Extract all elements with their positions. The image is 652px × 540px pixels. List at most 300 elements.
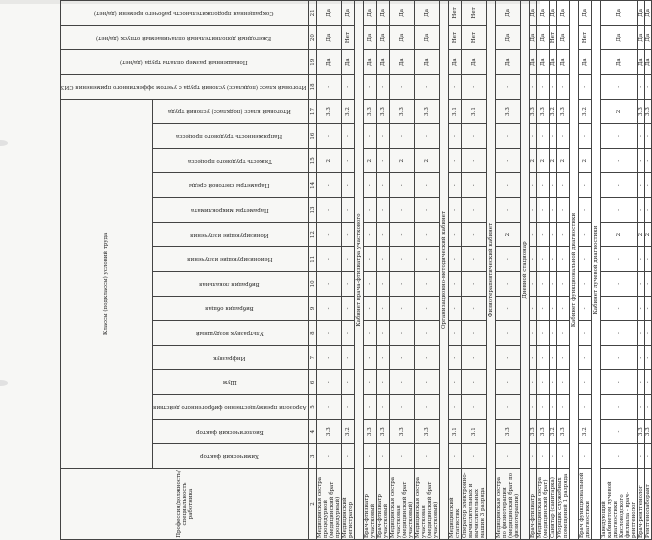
table-cell: - [530, 198, 537, 223]
table-cell: - [645, 75, 652, 100]
table-row [496, 1, 521, 540]
table-cell: Нет [449, 1, 462, 26]
table-cell: 2 [645, 222, 652, 247]
table-row [638, 1, 645, 540]
table-cell: 2 [557, 148, 570, 173]
table-cell: - [530, 272, 537, 297]
table-cell: 3.3 [415, 99, 440, 124]
table-cell: 2 [415, 148, 440, 173]
header-factor: Напряженность трудового процесса [152, 124, 309, 149]
table-cell: - [601, 395, 638, 420]
table-cell: Да [342, 50, 355, 75]
table-cell: - [579, 321, 592, 346]
table-cell: - [530, 173, 537, 198]
table-cell: Да [377, 50, 390, 75]
table-cell: - [530, 124, 537, 149]
table-cell: Да [364, 1, 377, 26]
table-cell: - [449, 148, 462, 173]
table-cell: - [638, 198, 645, 223]
table-cell: - [537, 370, 550, 395]
table-cell: - [601, 296, 638, 321]
table-cell: - [317, 370, 342, 395]
section-title: Кабинет врача-фтизиатра участкового [355, 1, 364, 540]
profession-name: Врач функциональной диагностики [579, 469, 592, 540]
table-cell: - [537, 395, 550, 420]
table-cell: - [377, 173, 390, 198]
table-row [342, 1, 355, 540]
table-cell: Да [390, 25, 415, 50]
table-cell: - [449, 124, 462, 149]
table-cell: - [317, 173, 342, 198]
header-factor: Сокращенная продолжительность рабочего времени (да/нет) [61, 1, 309, 26]
table-cell: - [342, 370, 355, 395]
table-cell: Нет [462, 1, 487, 26]
table-cell: Да [449, 50, 462, 75]
table-cell: 3.3 [645, 419, 652, 444]
profession-name: Медицинская сестра процедурной (медицинский брат процедурный) [317, 469, 342, 540]
table-cell: Да [638, 50, 645, 75]
table-cell: - [537, 173, 550, 198]
table-cell: - [579, 345, 592, 370]
table-cell: 2 [317, 148, 342, 173]
table-cell: - [390, 124, 415, 149]
table-cell: Да [601, 50, 638, 75]
table-cell: - [537, 222, 550, 247]
section-row [355, 1, 364, 540]
table-cell: 3.3 [496, 99, 521, 124]
column-number: 4 [309, 419, 317, 444]
table-cell: 3.3 [496, 419, 521, 444]
section-row [487, 1, 496, 540]
header-factor: Неионизирующие излучения [152, 247, 309, 272]
table-cell: - [317, 345, 342, 370]
table-cell: - [415, 75, 440, 100]
profession-name: Рентгенолаборант [645, 469, 652, 540]
table-cell: - [579, 296, 592, 321]
header-factor: Параметры световой среды [152, 173, 309, 198]
table-cell: Да [601, 25, 638, 50]
table-cell: - [645, 296, 652, 321]
table-cell: - [462, 124, 487, 149]
table-cell: - [496, 370, 521, 395]
table-cell: - [557, 173, 570, 198]
table-cell: 3.3 [390, 99, 415, 124]
header-factor: Биологический фактор [152, 419, 309, 444]
table-cell: - [530, 395, 537, 420]
table-cell: - [601, 321, 638, 346]
table-cell: - [449, 370, 462, 395]
table-cell: - [579, 124, 592, 149]
table-cell: - [537, 247, 550, 272]
table-cell: Да [638, 1, 645, 26]
table-cell: - [645, 345, 652, 370]
header-factor: Ежегодный дополнительный оплачиваемый отпуск (да/нет) [61, 25, 309, 50]
table-cell: 2 [601, 222, 638, 247]
table-cell: - [449, 444, 462, 469]
table-cell: 3.2 [550, 99, 557, 124]
table-cell: - [601, 419, 638, 444]
table-cell: - [557, 198, 570, 223]
table-cell: - [377, 148, 390, 173]
header-factor: Тяжесть трудового процесса [152, 148, 309, 173]
table-cell: - [601, 198, 638, 223]
table-cell: - [530, 247, 537, 272]
table-cell: 3.1 [462, 419, 487, 444]
table-cell: - [462, 321, 487, 346]
table-cell: - [638, 124, 645, 149]
table-cell: - [415, 173, 440, 198]
table-cell: - [496, 75, 521, 100]
table-cell: - [645, 148, 652, 173]
column-number: 20 [309, 25, 317, 50]
table-cell: - [645, 173, 652, 198]
table-cell: - [449, 247, 462, 272]
table-cell: - [377, 345, 390, 370]
table-cell: - [390, 222, 415, 247]
table-cell: - [579, 198, 592, 223]
table-row [449, 1, 462, 540]
table-cell: - [645, 321, 652, 346]
table-cell: - [638, 148, 645, 173]
table-cell: - [550, 395, 557, 420]
section-title: Дневной стационар [521, 1, 530, 540]
table-cell: 3.2 [579, 419, 592, 444]
table-cell: - [496, 444, 521, 469]
table-cell: - [557, 296, 570, 321]
table-cell: - [462, 395, 487, 420]
table-cell: - [537, 444, 550, 469]
column-number: 15 [309, 148, 317, 173]
table-cell: - [579, 370, 592, 395]
table-cell: - [415, 222, 440, 247]
table-cell: Да [645, 50, 652, 75]
table-cell: 2 [550, 148, 557, 173]
table-cell: - [342, 148, 355, 173]
table-cell: - [638, 321, 645, 346]
table-cell: 2 [537, 148, 550, 173]
table-cell: 3.3 [390, 419, 415, 444]
table-cell: - [496, 247, 521, 272]
table-cell: - [415, 444, 440, 469]
table-cell: - [415, 198, 440, 223]
table-cell: - [317, 222, 342, 247]
header-factor: Итоговый класс (подкласс) условий труда с учетом эффективного применения СИЗ [61, 75, 309, 100]
table-cell: 3.2 [550, 419, 557, 444]
table-cell: - [550, 345, 557, 370]
table-cell: - [550, 321, 557, 346]
table-cell: - [601, 272, 638, 297]
table-cell: - [364, 444, 377, 469]
table-cell: - [390, 444, 415, 469]
table-cell: - [645, 247, 652, 272]
table-cell: - [317, 124, 342, 149]
table-cell: - [415, 296, 440, 321]
section-row [440, 1, 449, 540]
table-cell: - [601, 444, 638, 469]
table-cell: - [342, 173, 355, 198]
table-cell: - [537, 321, 550, 346]
table-cell: - [377, 198, 390, 223]
table-cell: Да [550, 50, 557, 75]
table-cell: - [364, 173, 377, 198]
profession-name: Медицинский статистик [449, 469, 462, 540]
header-factor: Ионизирующие излучения [152, 222, 309, 247]
table-cell: Да [415, 50, 440, 75]
table-cell: Да [557, 1, 570, 26]
table-cell: Да [537, 50, 550, 75]
table-cell: 2 [638, 222, 645, 247]
table-cell: - [537, 124, 550, 149]
table-cell: - [462, 444, 487, 469]
table-cell: - [342, 321, 355, 346]
table-cell: 3.3 [317, 99, 342, 124]
table-cell: - [601, 370, 638, 395]
table-cell: - [364, 75, 377, 100]
table-cell: Да [317, 50, 342, 75]
profession-name: Уборщик служебных помещений 1 разряда [557, 469, 570, 540]
table-cell: - [557, 272, 570, 297]
table-cell: - [390, 345, 415, 370]
table-cell: - [638, 247, 645, 272]
table-cell: - [462, 247, 487, 272]
table-cell: - [530, 222, 537, 247]
table-cell: - [415, 247, 440, 272]
table-cell: 2 [530, 148, 537, 173]
table-cell: - [579, 75, 592, 100]
profession-name: Врач-рентгенолог [638, 469, 645, 540]
table-cell: - [342, 222, 355, 247]
table-cell: - [496, 148, 521, 173]
table-cell: - [557, 75, 570, 100]
table-cell: - [557, 444, 570, 469]
table-cell: - [390, 321, 415, 346]
table-cell: 3.3 [530, 419, 537, 444]
table-cell: - [537, 198, 550, 223]
table-cell: Да [530, 25, 537, 50]
table-cell: - [601, 247, 638, 272]
table-cell: - [415, 124, 440, 149]
table-cell: 2 [496, 222, 521, 247]
table-cell: - [645, 370, 652, 395]
table-cell: 3.3 [377, 99, 390, 124]
table-cell: Да [364, 50, 377, 75]
column-number: 10 [309, 272, 317, 297]
table-cell: - [317, 247, 342, 272]
table-cell: - [317, 395, 342, 420]
table-cell: Да [645, 1, 652, 26]
table-cell: - [364, 198, 377, 223]
table-cell: - [601, 148, 638, 173]
table-cell: Нет [462, 25, 487, 50]
table-cell: - [601, 124, 638, 149]
table-cell: - [390, 247, 415, 272]
table-cell: - [645, 124, 652, 149]
table-cell: - [496, 173, 521, 198]
table-cell: Да [364, 25, 377, 50]
section-title: Организационно-методический кабинет [440, 1, 449, 540]
profession-name: Медицинская сестра участковая (медицинский брат участковый) [390, 469, 415, 540]
table-cell: Да [377, 1, 390, 26]
table-cell: - [579, 247, 592, 272]
table-cell: Да [496, 50, 521, 75]
table-cell: 2 [579, 148, 592, 173]
table-cell: - [601, 75, 638, 100]
table-row [364, 1, 377, 540]
table-cell: - [415, 370, 440, 395]
table-cell: - [342, 395, 355, 420]
table-cell: 3.3 [364, 99, 377, 124]
profession-name: Врач-фтизиатр участковый [364, 469, 377, 540]
table-cell: 3.3 [557, 99, 570, 124]
table-cell: Да [530, 50, 537, 75]
table-cell: - [550, 222, 557, 247]
table-row [557, 1, 570, 540]
table-cell: - [377, 124, 390, 149]
table-cell: Да [530, 1, 537, 26]
table-cell: - [415, 345, 440, 370]
table-row [390, 1, 415, 540]
table-cell: - [462, 222, 487, 247]
table-cell: - [638, 173, 645, 198]
table-cell: - [364, 370, 377, 395]
column-number: 16 [309, 124, 317, 149]
column-number: 12 [309, 222, 317, 247]
table-cell: - [449, 173, 462, 198]
table-cell: - [449, 345, 462, 370]
table-cell: - [550, 370, 557, 395]
table-cell: - [496, 272, 521, 297]
table-cell: - [364, 124, 377, 149]
table-cell: - [342, 345, 355, 370]
table-cell: 3.3 [645, 99, 652, 124]
table-cell: - [342, 198, 355, 223]
profession-name: Санитар (санитарка) [550, 469, 557, 540]
table-cell: - [645, 395, 652, 420]
table-cell: Да [537, 25, 550, 50]
header-factor: Шум [152, 370, 309, 395]
table-cell: - [496, 395, 521, 420]
table-cell: 3.2 [342, 99, 355, 124]
table-cell: 3.3 [638, 419, 645, 444]
table-cell: - [364, 395, 377, 420]
table-cell: - [557, 222, 570, 247]
table-cell: - [449, 296, 462, 321]
profession-name: Врач-фтизиатр участковый [377, 469, 390, 540]
table-cell: - [579, 272, 592, 297]
table-cell: Да [579, 50, 592, 75]
table-cell: - [317, 296, 342, 321]
table-row [645, 1, 652, 540]
table-cell: 3.1 [462, 99, 487, 124]
column-number: 8 [309, 321, 317, 346]
table-cell: - [550, 444, 557, 469]
table-cell: 3.3 [638, 99, 645, 124]
table-cell: - [415, 321, 440, 346]
table-cell: - [537, 345, 550, 370]
table-cell: - [364, 321, 377, 346]
table-row [530, 1, 537, 540]
table-cell: - [415, 395, 440, 420]
table-cell: - [550, 173, 557, 198]
table-cell: - [317, 321, 342, 346]
table-cell: Да [390, 1, 415, 26]
table-cell: - [364, 345, 377, 370]
table-cell: 3.3 [537, 419, 550, 444]
table-cell: - [638, 370, 645, 395]
table-cell: - [601, 345, 638, 370]
table-cell: 3.3 [317, 419, 342, 444]
table-cell: - [557, 124, 570, 149]
table-row [317, 1, 342, 540]
table-cell: Да [342, 1, 355, 26]
header-factor: Итоговый класс (подкласс) условий труда [152, 99, 309, 124]
table-cell: Да [496, 25, 521, 50]
section-title: Физиотерапевтический кабинет [487, 1, 496, 540]
table-cell: 3.3 [557, 419, 570, 444]
table-cell: - [364, 247, 377, 272]
table-cell: - [550, 272, 557, 297]
column-number: 6 [309, 370, 317, 395]
table-cell: - [449, 75, 462, 100]
table-cell: - [342, 296, 355, 321]
header-factor: Вибрация общая [152, 296, 309, 321]
table-cell: - [342, 124, 355, 149]
table-cell: - [317, 75, 342, 100]
table-cell: - [390, 173, 415, 198]
table-cell: - [462, 198, 487, 223]
table-cell: - [638, 444, 645, 469]
table-cell: - [449, 272, 462, 297]
table-row [537, 1, 550, 540]
table-cell: 3.2 [579, 99, 592, 124]
section-title: Кабинет функциональной диагностики [570, 1, 579, 540]
table-row [579, 1, 592, 540]
table-cell: - [579, 173, 592, 198]
table-cell: Нет [579, 25, 592, 50]
table-cell: - [496, 198, 521, 223]
table-cell: 3.3 [537, 99, 550, 124]
working-conditions-table [60, 0, 652, 540]
column-number: 17 [309, 99, 317, 124]
table-cell: Нет [342, 25, 355, 50]
header-factor: Химический фактор [152, 444, 309, 469]
header-factor: Ультразвук воздушный [152, 321, 309, 346]
table-cell: Да [550, 1, 557, 26]
table-cell: - [462, 296, 487, 321]
table-cell: 3.2 [342, 419, 355, 444]
profession-name: Медицинская сестра участковая (медицинский брат участковый) [415, 469, 440, 540]
table-cell: Да [601, 1, 638, 26]
table-cell: 3.1 [449, 99, 462, 124]
column-number: 2 [309, 469, 317, 540]
table-cell: - [557, 370, 570, 395]
table-cell: - [342, 75, 355, 100]
table-cell: Да [317, 25, 342, 50]
header-factor: Аэрозоли преимущественно фиброгенного действия [152, 395, 309, 420]
section-row [592, 1, 601, 540]
table-cell: - [390, 75, 415, 100]
table-cell: - [377, 272, 390, 297]
column-number: 13 [309, 198, 317, 223]
table-cell: - [645, 444, 652, 469]
section-row [570, 1, 579, 540]
table-cell: Да [557, 25, 570, 50]
table-cell: - [462, 272, 487, 297]
table-cell: - [449, 222, 462, 247]
column-number: 21 [309, 1, 317, 26]
table-cell: - [390, 370, 415, 395]
table-cell: 3.3 [364, 419, 377, 444]
